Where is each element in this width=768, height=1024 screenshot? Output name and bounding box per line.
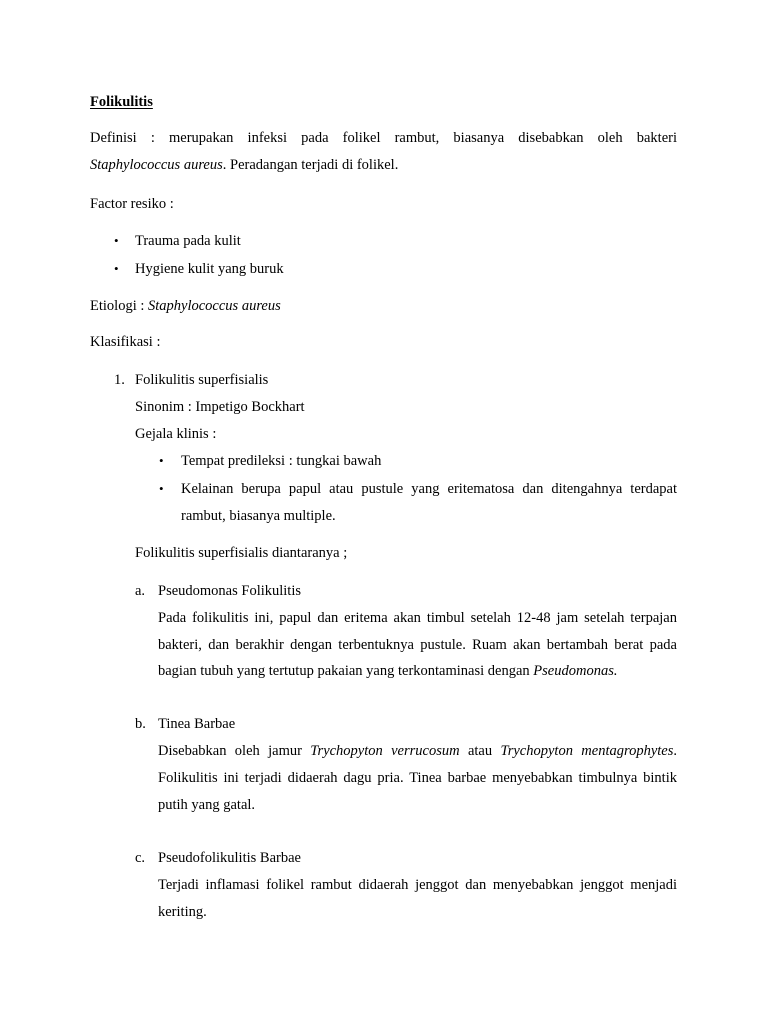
sub-letter: a. (135, 583, 146, 599)
gejala-item-continuation: rambut, biasanya multiple. (181, 508, 336, 524)
definisi-line-1: Definisi : merupakan infeksi pada folikel rambut, biasanya disebabkan oleh bakteri (90, 130, 677, 146)
bullet-icon: • (159, 453, 164, 468)
page-title: Folikulitis (90, 94, 153, 110)
sub-a-line-2: bakteri, dan berakhir dengan terbentuknya pustule. Ruam akan bertambah berat pada (158, 637, 677, 653)
sub-c-line-1: Terjadi inflamasi folikel rambut didaerah jenggot dan menyebabkan jenggot menjadi (158, 877, 677, 893)
factor-resiko-heading: Factor resiko : (90, 196, 174, 212)
sub-title: Pseudofolikulitis Barbae (158, 850, 301, 866)
sub-b-line-2: Folikulitis ini terjadi didaerah dagu pria. Tinea barbae menyebabkan timbulnya bintik (158, 770, 677, 786)
bullet-icon: • (114, 233, 119, 248)
sub-c-line-2: keriting. (158, 904, 207, 920)
gejala-heading: Gejala klinis : (135, 426, 217, 442)
bullet-icon: • (114, 261, 119, 276)
sub-b-line-1: Disebabkan oleh jamur Trychopyton verrucosum atau Trychopyton mentagrophytes. (158, 743, 678, 759)
diantaranya-line: Folikulitis superfisialis diantaranya ; (135, 545, 348, 561)
list-number: 1. (114, 372, 125, 388)
sub-title: Tinea Barbae (158, 716, 236, 732)
definisi-line-2: Staphylococcus aureus. Peradangan terjadi di folikel. (90, 157, 399, 173)
sub-letter: b. (135, 716, 146, 732)
sub-a-line-1: Pada folikulitis ini, papul dan eritema akan timbul setelah 12-48 jam setelah terpajan (158, 610, 677, 626)
factor-item: Hygiene kulit yang buruk (135, 261, 284, 277)
etiologi-line: Etiologi : Staphylococcus aureus (90, 298, 281, 314)
sinonim-line: Sinonim : Impetigo Bockhart (135, 399, 305, 415)
sub-letter: c. (135, 850, 146, 866)
sub-b-line-3: putih yang gatal. (158, 797, 256, 813)
bullet-icon: • (159, 481, 164, 496)
sub-a-line-3: bagian tubuh yang tertutup pakaian yang terkontaminasi dengan Pseudomonas. (158, 663, 618, 679)
gejala-item: Tempat predileksi : tungkai bawah (181, 453, 382, 469)
factor-item: Trauma pada kulit (135, 233, 241, 249)
gejala-item: Kelainan berupa papul atau pustule yang eritematosa dan ditengahnya terdapat (181, 481, 677, 497)
list-item-title: Folikulitis superfisialis (135, 372, 269, 388)
sub-title: Pseudomonas Folikulitis (158, 583, 302, 599)
klasifikasi-heading: Klasifikasi : (90, 334, 161, 350)
